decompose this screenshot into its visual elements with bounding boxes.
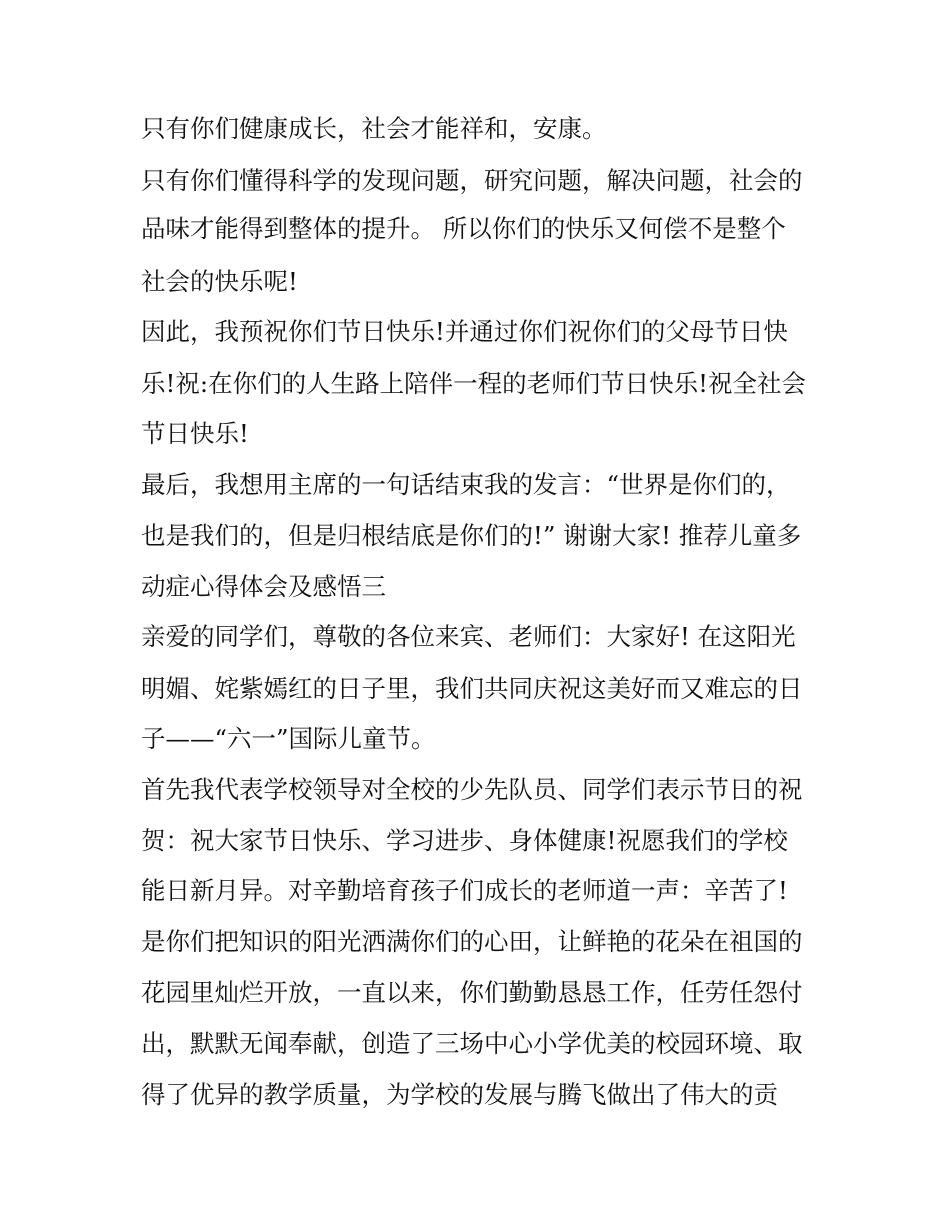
text-line: 明媚、姹紫嫣红的日子里，我们共同庆祝这美好而又难忘的日 [141,674,803,703]
text-line: 只有你们懂得科学的发现问题，研究问题，解决问题，社会的 [141,166,803,195]
text-line: 最后，我想用主席的一句话结束我的发言：“世界是你们的， [141,470,791,499]
text-line: 花园里灿烂开放，一直以来，你们勤勤恳恳工作，任劳任怨付 [141,978,803,1007]
text-line: 能日新月异。对辛勤培育孩子们成长的老师道一声：辛苦了! [141,876,788,905]
text-line: 只有你们健康成长，社会才能祥和，安康。 [141,114,607,143]
text-line: 贺：祝大家节日快乐、学习进步、身体健康!祝愿我们的学校 [141,826,788,855]
text-line: 节日快乐! [141,419,249,448]
text-line: 子——“六一”国际儿童节。 [141,724,436,753]
text-line: 乐!祝:在你们的人生路上陪伴一程的老师们节日快乐!祝全社会 [141,369,806,398]
text-line: 品味才能得到整体的提升。 所以你们的快乐又何偿不是整个 [141,214,786,243]
text-line: 亲爱的同学们，尊敬的各位来宾、老师们：大家好! 在这阳光 [141,622,796,651]
text-line: 动症心得体会及感悟三 [141,572,386,601]
text-line: 因此，我预祝你们节日快乐!并通过你们祝你们的父母节日快 [141,317,788,346]
text-line: 也是我们的，但是归根结底是你们的!” 谢谢大家! 推荐儿童多 [141,521,802,550]
text-line: 得了优异的教学质量，为学校的发展与腾飞做出了伟大的贡 [141,1080,778,1109]
text-line: 是你们把知识的阳光洒满你们的心田，让鲜艳的花朵在祖国的 [141,927,803,956]
text-line: 社会的快乐呢! [141,267,298,296]
text-line: 出，默默无闻奉献，创造了三场中心小学优美的校园环境、取 [141,1029,803,1058]
text-line: 首先我代表学校领导对全校的少先队员、同学们表示节日的祝 [141,775,803,804]
